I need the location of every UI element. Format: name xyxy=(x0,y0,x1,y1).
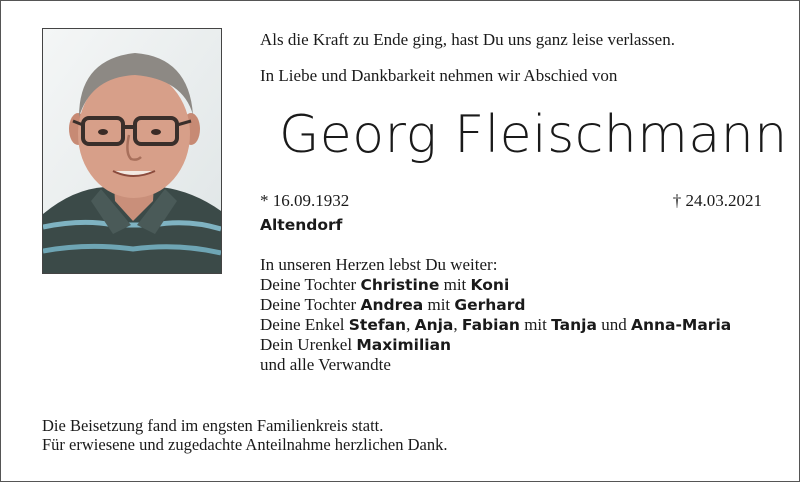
family-section xyxy=(260,255,731,375)
family-line xyxy=(260,315,731,335)
family-relation-text: mit xyxy=(439,275,471,294)
family-member-name: Stefan xyxy=(348,316,407,334)
family-relation-text: Dein Urenkel xyxy=(260,335,357,354)
family-relation-text: und alle Verwandte xyxy=(260,355,391,374)
footer-note xyxy=(42,416,447,454)
place-of-residence: Altendorf xyxy=(260,216,343,234)
family-member-name: Tanja xyxy=(551,316,597,334)
deceased-name: Georg Fleischmann xyxy=(279,105,788,165)
family-line xyxy=(260,295,731,315)
intro-line-2: In Liebe und Dankbarkeit nehmen wir Abschied von xyxy=(260,66,618,85)
family-member-name: Anna-Maria xyxy=(630,316,732,334)
death-date: † 24.03.2021 xyxy=(672,191,762,210)
family-relation-text: mit xyxy=(423,295,455,314)
family-member-name: Christine xyxy=(360,276,440,294)
footer-line-2: Für erwiesene und zugedachte Anteilnahme herzlichen Dank. xyxy=(42,435,448,454)
footer-line-1: Die Beisetzung fand im engsten Familienkreis statt. xyxy=(42,416,384,435)
family-relation-text: , xyxy=(406,315,415,334)
portrait-photo xyxy=(42,28,222,274)
family-member-name: Koni xyxy=(470,276,510,294)
family-member-name: Gerhard xyxy=(454,296,526,314)
family-relation-text: Deine Enkel xyxy=(260,315,349,334)
family-relation-text: Deine Tochter xyxy=(260,275,361,294)
family-member-name: Fabian xyxy=(461,316,520,334)
family-relation-text: mit xyxy=(519,315,552,334)
family-list xyxy=(260,275,731,375)
family-line xyxy=(260,335,731,355)
intro-line-1: Als die Kraft zu Ende ging, hast Du uns ganz leise verlassen. xyxy=(260,30,675,49)
family-member-name: Maximilian xyxy=(356,336,452,354)
family-member-name: Anja xyxy=(414,316,454,334)
family-heading: In unseren Herzen lebst Du weiter: xyxy=(260,255,498,274)
family-relation-text: , xyxy=(453,315,462,334)
birth-date: * 16.09.1932 xyxy=(260,191,350,210)
family-line xyxy=(260,275,731,295)
family-line xyxy=(260,355,731,375)
family-relation-text: und xyxy=(596,315,631,334)
family-relation-text: Deine Tochter xyxy=(260,295,361,314)
family-member-name: Andrea xyxy=(360,296,424,314)
